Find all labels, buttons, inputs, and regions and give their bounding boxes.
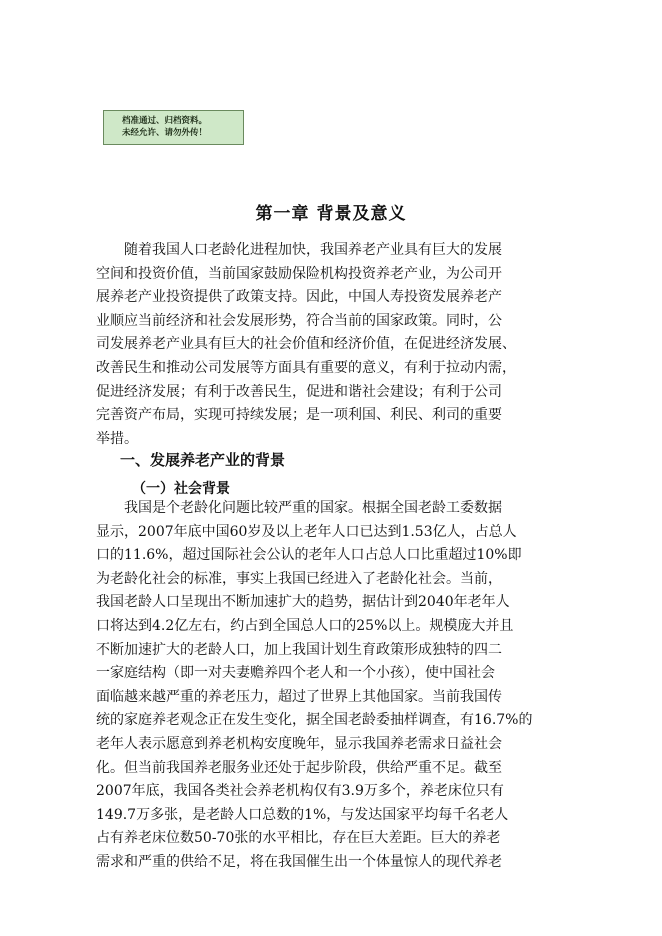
text-line: 口将达到4.2亿左右，约占到全国总人口的25%以上。规模庞大并且 [96, 617, 514, 634]
text-line: 占有养老床位数50-70张的水平相比，存在巨大差距。巨大的养老 [96, 830, 501, 847]
text-line: 为老龄化社会的标准，事实上我国已经进入了老龄化社会。当前， [96, 570, 502, 587]
text-line: 149.7万多张，是老龄人口总数的1%，与发达国家平均每千名老人 [96, 806, 509, 823]
stamp-line-1: 档准通过、归档资料。 [122, 116, 208, 126]
text-line: 改善民生和推动公司发展等方面具有重要的意义，有利于拉动内需， [96, 359, 516, 376]
text-line: 口的11.6%，超过国际社会公认的老年人口占总人口比重超过10%即 [96, 547, 522, 564]
text-line: 完善资产布局，实现可持续发展；是一项利国、利民、利司的重要 [96, 407, 502, 424]
text-line: 我国老龄人口呈现出不断加速扩大的趋势，据估计到2040年老年人 [96, 594, 510, 611]
text-line: 面临越来越严重的养老压力，超过了世界上其他国家。当前我国传 [96, 688, 502, 705]
text-line: 老年人表示愿意到养老机构安度晚年，显示我国养老需求日益社会 [96, 735, 502, 752]
text-line: 我国是个老龄化问题比较严重的国家。根据全国老龄工委数据 [96, 500, 502, 516]
text-line: 促进经济发展；有利于改善民生，促进和谐社会建设；有利于公司 [96, 383, 502, 400]
text-line: 随着我国人口老龄化进程加快，我国养老产业具有巨大的发展 [96, 242, 502, 258]
text-line: 不断加速扩大的老龄人口，加上我国计划生育政策形成独特的四二 [96, 641, 502, 658]
confidentiality-stamp [103, 110, 244, 145]
text-line: 空间和投资价值，当前国家鼓励保险机构投资养老产业，为公司开 [96, 265, 502, 282]
subsection-heading: （一）社会背景 [132, 481, 230, 497]
text-line: 举措。 [96, 430, 138, 447]
chapter-title: 第一章 背景及意义 [255, 204, 407, 224]
body-paragraph [96, 497, 556, 875]
intro-paragraph [96, 239, 556, 451]
text-line: 需求和严重的供给不足，将在我国催生出一个体量惊人的现代养老 [96, 853, 502, 870]
text-line: 统的家庭养老观念正在发生变化，据全国老龄委抽样调查，有16.7%的 [96, 712, 533, 729]
section-heading: 一、发展养老产业的背景 [120, 451, 286, 469]
stamp-line-2: 未经允许、请勿外传！ [122, 128, 208, 138]
text-line: 化。但当前我国养老服务业还处于起步阶段，供给严重不足。截至 [96, 759, 502, 776]
text-line: 司发展养老产业具有巨大的社会价值和经济价值，在促进经济发展、 [96, 336, 516, 353]
text-line: 业顺应当前经济和社会发展形势，符合当前的国家政策。同时，公 [96, 312, 502, 329]
text-line: 2007年底，我国各类社会养老机构仅有3.9万多个，养老床位只有 [96, 783, 504, 800]
text-line: 展养老产业投资提供了政策支持。因此，中国人寿投资发展养老产 [96, 289, 502, 306]
text-line: 一家庭结构（即一对夫妻赡养四个老人和一个小孩），使中国社会 [96, 665, 495, 682]
text-line: 显示，2007年底中国60岁及以上老年人口已达到1.53亿人，占总人 [96, 523, 517, 540]
